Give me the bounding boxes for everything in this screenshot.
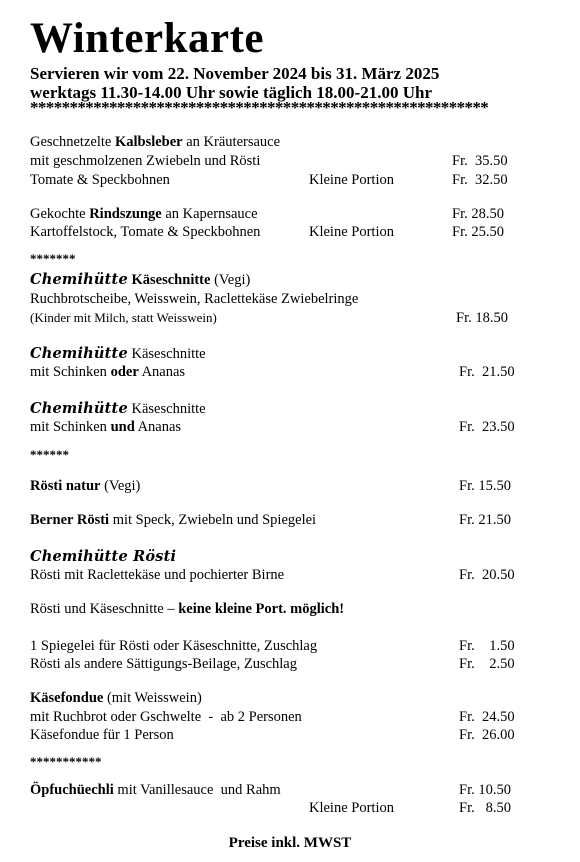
kaeseschnitte-und-price: Fr. 23.50 [459, 419, 515, 435]
service-hours: werktags 11.30-14.00 Uhr sowie täglich 18.00-21.00 Uhr [30, 83, 432, 102]
kaeseschnitte-und-title: Chemihütte Käseschnitte [30, 400, 206, 417]
rindszunge-title: Gekochte Rindszunge an Kapernsauce [30, 206, 258, 222]
chemihuette-roesti-title: Chemihütte Rösti [30, 548, 177, 565]
section-divider: ****** [30, 447, 69, 462]
section-divider: ******* [30, 251, 76, 266]
kalbsleber-desc: mit geschmolzenen Zwiebeln und Rösti [30, 153, 261, 169]
star-divider: ********************************************************** [30, 98, 489, 117]
fondue-single-price: Fr. 26.00 [459, 727, 515, 743]
chemihuette-roesti-desc: Rösti mit Raclettekäse und pochierter Birne [30, 567, 285, 583]
no-small-portion-note: Rösti und Käseschnitte – keine kleine Port. möglich! [30, 601, 345, 617]
kalbsleber-small-label: Kleine Portion [309, 172, 394, 188]
oepfuchueechli-small-price: Fr. 8.50 [459, 800, 511, 816]
berner-roesti-price: Fr. 21.50 [459, 512, 511, 528]
kaeseschnitte-oder-price: Fr. 21.50 [459, 364, 515, 380]
kaeseschnitte-vegi-note: (Kinder mit Milch, statt Weisswein) [30, 310, 217, 325]
rindszunge-small-label: Kleine Portion [309, 224, 394, 240]
fondue-desc: mit Ruchbrot oder Gschwelte - ab 2 Personen [30, 709, 302, 725]
kalbsleber-price: Fr. 35.50 [452, 153, 508, 169]
oepfuchueechli-price: Fr. 10.50 [459, 782, 511, 798]
menu-title: Winterkarte [30, 15, 264, 62]
service-dates: Servieren wir vom 22. November 2024 bis 31. März 2025 [30, 64, 440, 83]
kaeseschnitte-vegi-desc: Ruchbrotscheibe, Weisswein, Raclettekäse Zwiebelringe [30, 291, 359, 307]
extra-spiegelei-price: Fr. 1.50 [459, 638, 515, 654]
rindszunge-price: Fr. 28.50 [452, 206, 504, 222]
fondue-price: Fr. 24.50 [459, 709, 515, 725]
kaeseschnitte-oder-title: Chemihütte Käseschnitte [30, 345, 206, 362]
rindszunge-small-price: Fr. 25.50 [452, 224, 504, 240]
rindszunge-desc: Kartoffelstock, Tomate & Speckbohnen [30, 224, 261, 240]
extra-beilage: Rösti als andere Sättigungs-Beilage, Zuschlag [30, 656, 297, 672]
roesti-natur-price: Fr. 15.50 [459, 478, 511, 494]
kalbsleber-desc2: Tomate & Speckbohnen [30, 172, 170, 188]
kaeseschnitte-oder-desc: mit Schinken oder Ananas [30, 364, 186, 380]
kaeseschnitte-und-desc: mit Schinken und Ananas [30, 419, 182, 435]
extra-spiegelei: 1 Spiegelei für Rösti oder Käseschnitte, Zuschlag [30, 638, 318, 654]
kalbsleber-title: Geschnetzelte Kalbsleber an Kräutersauce [30, 134, 281, 150]
section-divider: *********** [30, 754, 102, 769]
fondue-title: Käsefondue (mit Weisswein) [30, 690, 202, 706]
fondue-single: Käsefondue für 1 Person [30, 727, 174, 743]
extra-beilage-price: Fr. 2.50 [459, 656, 515, 672]
kalbsleber-small-price: Fr. 32.50 [452, 172, 508, 188]
oepfuchueechli-title: Öpfuchüechli mit Vanillesauce und Rahm [30, 782, 281, 798]
oepfuchueechli-small-label: Kleine Portion [309, 800, 394, 816]
roesti-natur-title: Rösti natur (Vegi) [30, 478, 141, 494]
footer-vat-note: Preise inkl. MWST [228, 835, 352, 851]
chemihuette-roesti-price: Fr. 20.50 [459, 567, 515, 583]
kaeseschnitte-vegi-price: Fr. 18.50 [456, 310, 508, 326]
kaeseschnitte-vegi-title: Chemihütte Käseschnitte (Vegi) [30, 271, 251, 288]
berner-roesti-title: Berner Rösti mit Speck, Zwiebeln und Spiegelei [30, 512, 317, 528]
